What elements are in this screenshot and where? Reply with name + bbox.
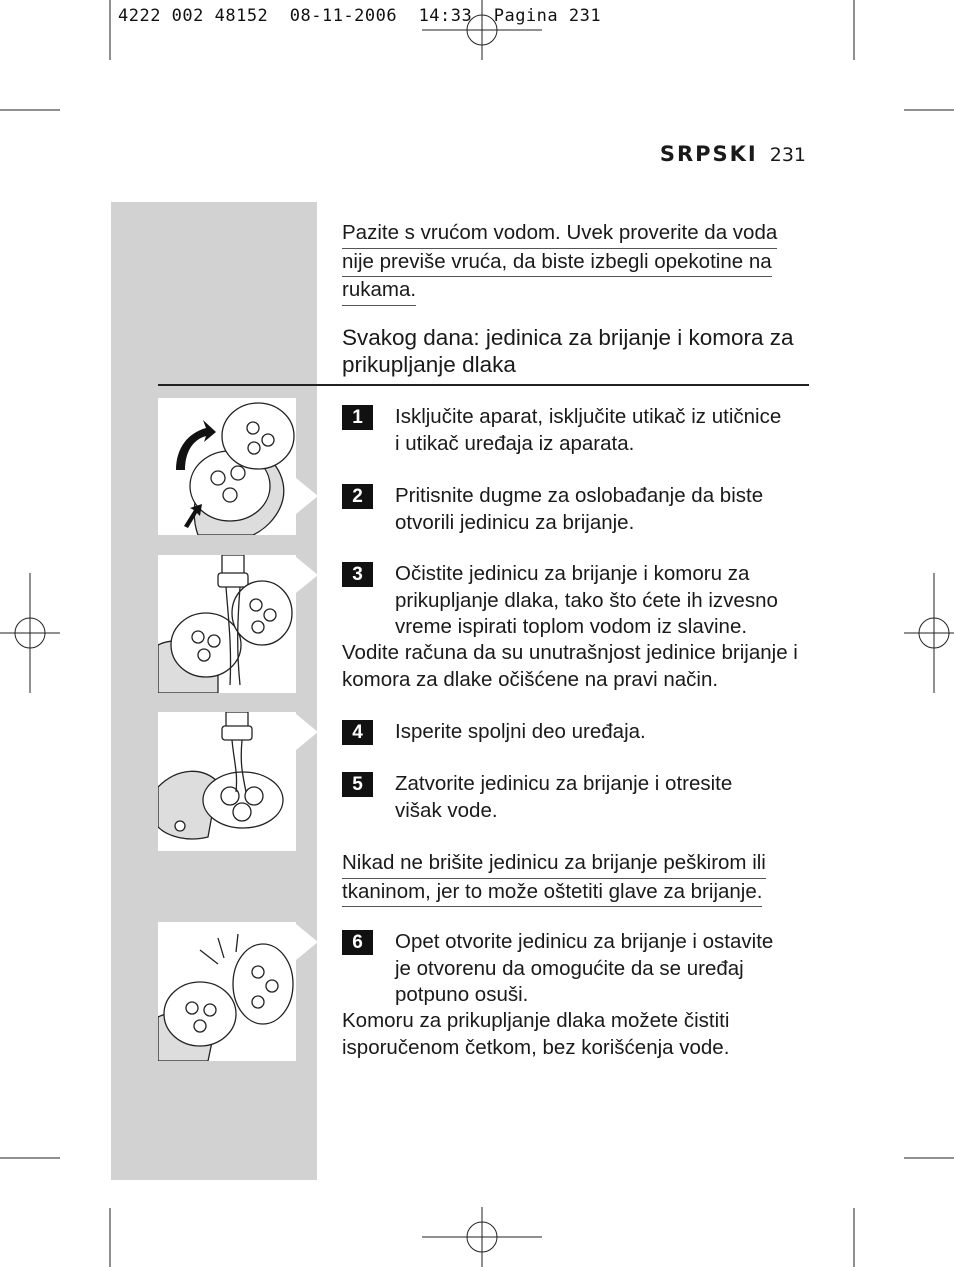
step-6-note <box>342 1008 812 1061</box>
note-line: komora za dlake očišćene na pravi način. <box>342 667 719 691</box>
pointer-arrow <box>296 924 318 960</box>
illustration-open-to-dry <box>158 922 296 1061</box>
step-line: Zatvorite jedinicu za brijanje i otresite <box>395 772 733 795</box>
step-3-note <box>342 640 812 693</box>
step-number-box: 2 <box>342 484 373 509</box>
hot-water-warning <box>342 220 777 306</box>
step-text <box>395 483 815 536</box>
page-number: 231 <box>769 144 806 166</box>
step-text <box>395 771 815 824</box>
heading-line: Svakog dana: jedinica za brijanje i komora za <box>342 325 794 350</box>
step-line: otvorili jedinicu za brijanje. <box>395 510 635 534</box>
step-line: Isperite spoljni deo uređaja. <box>395 720 646 743</box>
pointer-arrow <box>296 714 318 750</box>
note-line: Komoru za prikupljanje dlaka možete čistiti <box>342 1009 730 1032</box>
step-line: i utikač uređaja iz aparata. <box>395 431 635 455</box>
step-number-box: 5 <box>342 772 373 797</box>
pointer-arrow <box>296 478 318 514</box>
illustration-open-shaver <box>158 398 296 535</box>
section-rule <box>158 384 809 386</box>
step-text <box>395 929 815 1009</box>
step-number-box: 4 <box>342 720 373 745</box>
step-line: prikupljanje dlaka, tako što ćete ih izvesno <box>395 588 778 612</box>
towel-warning <box>342 850 766 907</box>
illustration-rinse-under-tap <box>158 555 296 693</box>
step-line: potpuno osuši. <box>395 983 529 1006</box>
running-head <box>660 142 806 166</box>
heading-line: prikupljanje dlaka <box>342 352 516 377</box>
warning-line: Pazite s vrućom vodom. Uvek proverite da voda <box>342 220 777 249</box>
warning-line: nije previše vruća, da biste izbegli opekotine na <box>342 249 772 278</box>
step-line: Isključite aparat, isključite utikač iz utičnice <box>395 405 782 428</box>
language-label: SRPSKI <box>659 142 758 166</box>
step-text <box>395 561 815 641</box>
step-text <box>395 404 815 457</box>
step-line: je otvorenu da omogućite da se uređaj <box>395 956 744 980</box>
print-header: 4222 002 48152 08-11-2006 14:33 Pagina 231 <box>118 6 602 26</box>
warning-line: tkaninom, jer to može oštetiti glave za brijanje. <box>342 879 762 908</box>
warning-line: Nikad ne brišite jedinicu za brijanje peškirom ili <box>342 850 766 879</box>
step-line: Opet otvorite jedinicu za brijanje i ostavite <box>395 930 774 953</box>
illustration-rinse-outside <box>158 712 296 851</box>
note-line: Vodite računa da su unutrašnjost jedinice brijanje i <box>342 641 798 664</box>
step-line: višak vode. <box>395 798 498 822</box>
note-line: isporučenom četkom, bez korišćenja vode. <box>342 1035 730 1059</box>
step-number-box: 3 <box>342 562 373 587</box>
step-number-box: 1 <box>342 405 373 430</box>
step-text <box>395 719 815 746</box>
step-line: vreme ispirati toplom vodom iz slavine. <box>395 615 748 638</box>
warning-line: rukama. <box>342 277 416 306</box>
section-heading <box>342 324 812 378</box>
step-line: Pritisnite dugme za oslobađanje da biste <box>395 484 764 507</box>
step-line: Očistite jedinicu za brijanje i komoru za <box>395 562 750 585</box>
step-number-box: 6 <box>342 930 373 955</box>
pointer-arrow <box>296 557 318 593</box>
